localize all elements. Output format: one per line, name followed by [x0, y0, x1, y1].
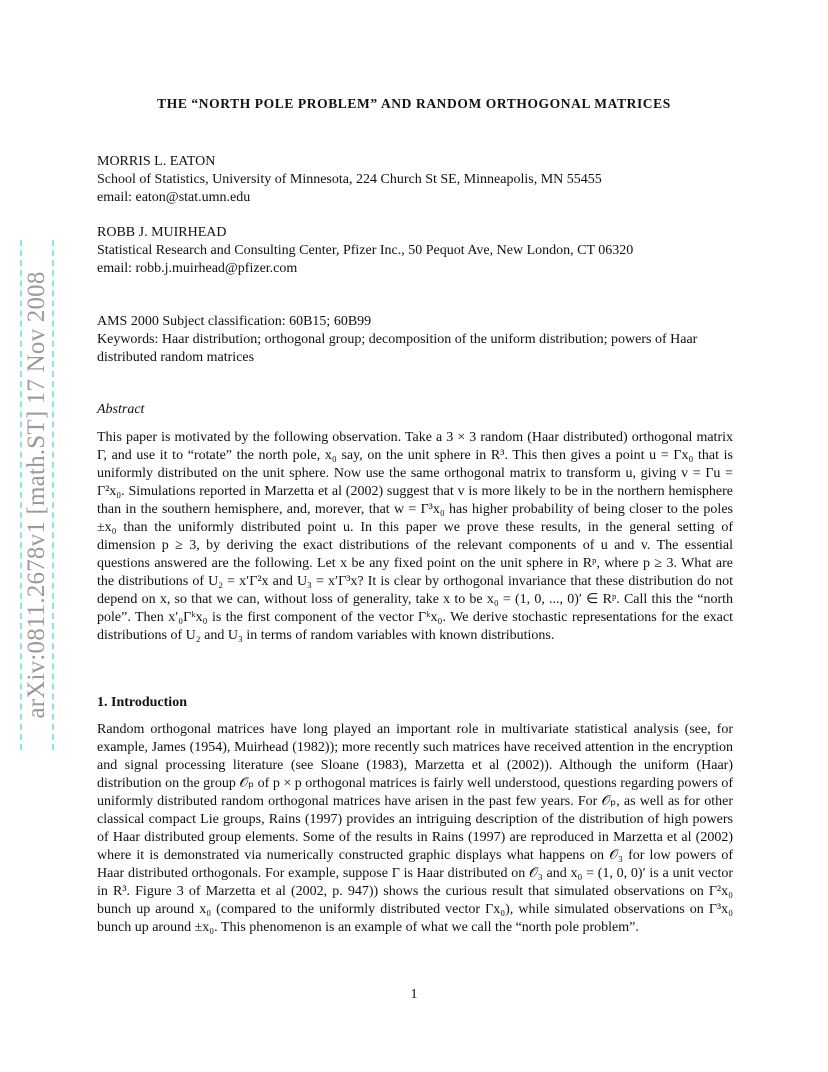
paper-title: THE “NORTH POLE PROBLEM” AND RANDOM ORTHOGONAL MATRICES	[157, 96, 671, 111]
author-block-2	[97, 224, 733, 278]
keywords: Keywords: Haar distribution; orthogonal group; decomposition of the uniform distribution; powers of Haar distributed random matrices	[97, 332, 698, 365]
abstract-body: This paper is motivated by the following observation. Take a 3 × 3 random (Haar distributed) orthogonal matrix Γ, and use it to “rotate” the north pole, x₀ say, on the unit sphere in R³. This then gives a point u = Γx₀ that is uniformly distributed on the unit sphere. Now use the same orthogonal matrix to transform u, giving v = Γu = Γ²x₀. Simulations reported in Marzetta et al (2002) suggest that v is more likely to be in the northern hemisphere than in the southern hemisphere, and, morever, that w = Γ³x₀ has higher probability of being closer to the poles ±x₀ than the uniformly distributed point u. In this paper we prove these results, in the general setting of dimension p ≥ 3, by deriving the exact distributions of the relevant components of u and v. The essential questions answered are the following. Let x be any fixed point on the unit sphere in Rᵖ, where p ≥ 3. What are the distributions of U₂ = x′Γ²x and U₃ = x′Γ³x? It is clear by orthogonal invariance that these distribution do not depend on x, so that we can, without loss of generality, take x to be x₀ = (1, 0, ..., 0)′ ∈ Rᵖ. Call this the “north pole”. Then x′₀Γᵏx₀ is the first component of the vector Γᵏx₀. We derive stochastic representations for the exact distributions of U₂ and U₃ in terms of random variables with known distributions.	[97, 430, 733, 643]
author-block-1	[97, 153, 733, 207]
author-affiliation: Statistical Research and Consulting Center, Pfizer Inc., 50 Pequot Ave, New London, CT 06320	[97, 243, 634, 258]
ams-classification: AMS 2000 Subject classification: 60B15; 60B99	[97, 314, 372, 329]
section-heading: 1. Introduction	[97, 695, 187, 710]
classification-block	[97, 313, 733, 367]
arxiv-identifier: arXiv:0811.2678v1 [math.ST] 17 Nov 2008	[23, 271, 50, 719]
author-name: MORRIS L. EATON	[97, 154, 216, 169]
arxiv-side-stamp	[20, 240, 54, 750]
author-affiliation: School of Statistics, University of Minnesota, 224 Church St SE, Minneapolis, MN 55455	[97, 172, 602, 187]
introduction-body: Random orthogonal matrices have long played an important role in multivariate statistical analysis (see, for example, James (1954), Muirhead (1982)); more recently such matrices have received attention in the encryption and signal processing literature (see Sloane (1983), Marzetta et al (2002)). Although the uniform (Haar) distribution on the group 𝒪ₚ of p × p orthogonal matrices is fairly well understood, questions regarding powers of uniformly distributed random orthogonal matrices have arisen in the past few years. For 𝒪ₚ, as well as for other classical compact Lie groups, Rains (1997) provides an intriguing description of the distribution of high powers of Haar distributed group elements. Some of the results in Rains (1997) are reproduced in Marzetta et al (2002) where it is demonstrated via numerically constructed graphic displays what happens on 𝒪₃ for low powers of Haar distributed orthogonals. For example, suppose Γ is Haar distributed on 𝒪₃ and x₀ = (1, 0, 0)′ is a unit vector in R³. Figure 3 of Marzetta et al (2002, p. 947)) shows the curious result that simulated observations on Γ²x₀ bunch up around x₀ (compared to the uniformly distributed vector Γx₀), while simulated observations on Γ³x₀ bunch up around ±x₀. This phenomenon is an example of what we call the “north pole problem”.	[97, 722, 733, 935]
abstract-heading: Abstract	[97, 402, 145, 417]
author-email: email: robb.j.muirhead@pfizer.com	[97, 261, 298, 276]
author-email: email: eaton@stat.umn.edu	[97, 190, 251, 205]
author-name: ROBB J. MUIRHEAD	[97, 225, 227, 240]
page-number: 1	[410, 987, 418, 1002]
